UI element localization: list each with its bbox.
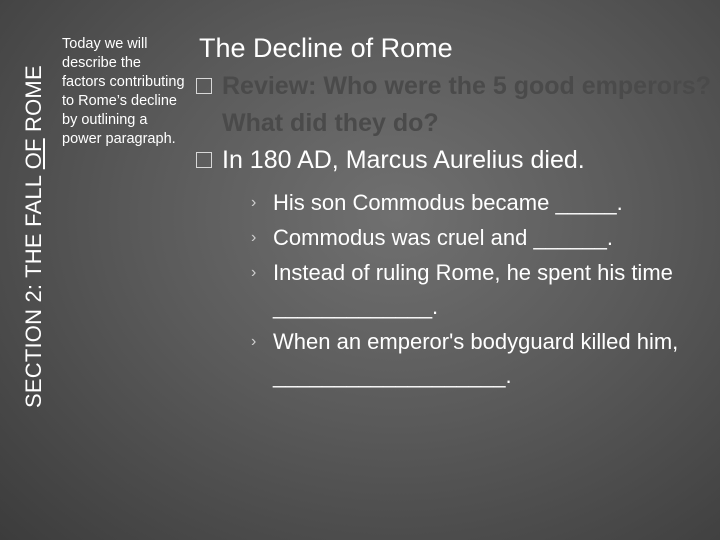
section-title-underlined: OF xyxy=(21,138,46,170)
section-title-post: ROME xyxy=(21,65,46,139)
sub-bullet-list xyxy=(251,186,714,393)
chevron-right-icon: › xyxy=(251,333,257,350)
sub-bullet xyxy=(251,221,714,255)
slide-title: The Decline of Rome xyxy=(199,33,453,63)
chevron-right-icon: › xyxy=(251,229,257,246)
sub-bullet-text: Instead of ruling Rome, he spent his time _____________. xyxy=(273,260,673,319)
section-title-pre: SECTION 2: THE FALL xyxy=(21,169,46,408)
slide-content xyxy=(194,30,714,394)
objective-text: Today we will describe the factors contributing to Rome’s decline by outlining a power paragraph. xyxy=(62,36,185,147)
sub-bullet xyxy=(251,325,714,393)
sub-bullet-text: His son Commodus became _____. xyxy=(273,190,623,215)
sub-bullet xyxy=(251,186,714,220)
bullet-marcus-text: In 180 AD, Marcus Aurelius died. xyxy=(222,146,585,174)
square-bullet-icon xyxy=(196,152,212,168)
sub-bullet xyxy=(251,256,714,324)
bullet-review xyxy=(194,68,714,142)
chevron-right-icon: › xyxy=(251,264,257,281)
bullet-review-text: Review: Who were the 5 good emperors? What did they do? xyxy=(222,72,711,137)
sub-bullet-text: When an emperor's bodyguard killed him, ___________________. xyxy=(273,329,679,388)
sub-bullet-text: Commodus was cruel and ______. xyxy=(273,225,613,250)
square-bullet-icon xyxy=(196,78,212,94)
section-title xyxy=(22,28,46,408)
chevron-right-icon: › xyxy=(251,194,257,211)
bullet-marcus xyxy=(194,142,714,178)
